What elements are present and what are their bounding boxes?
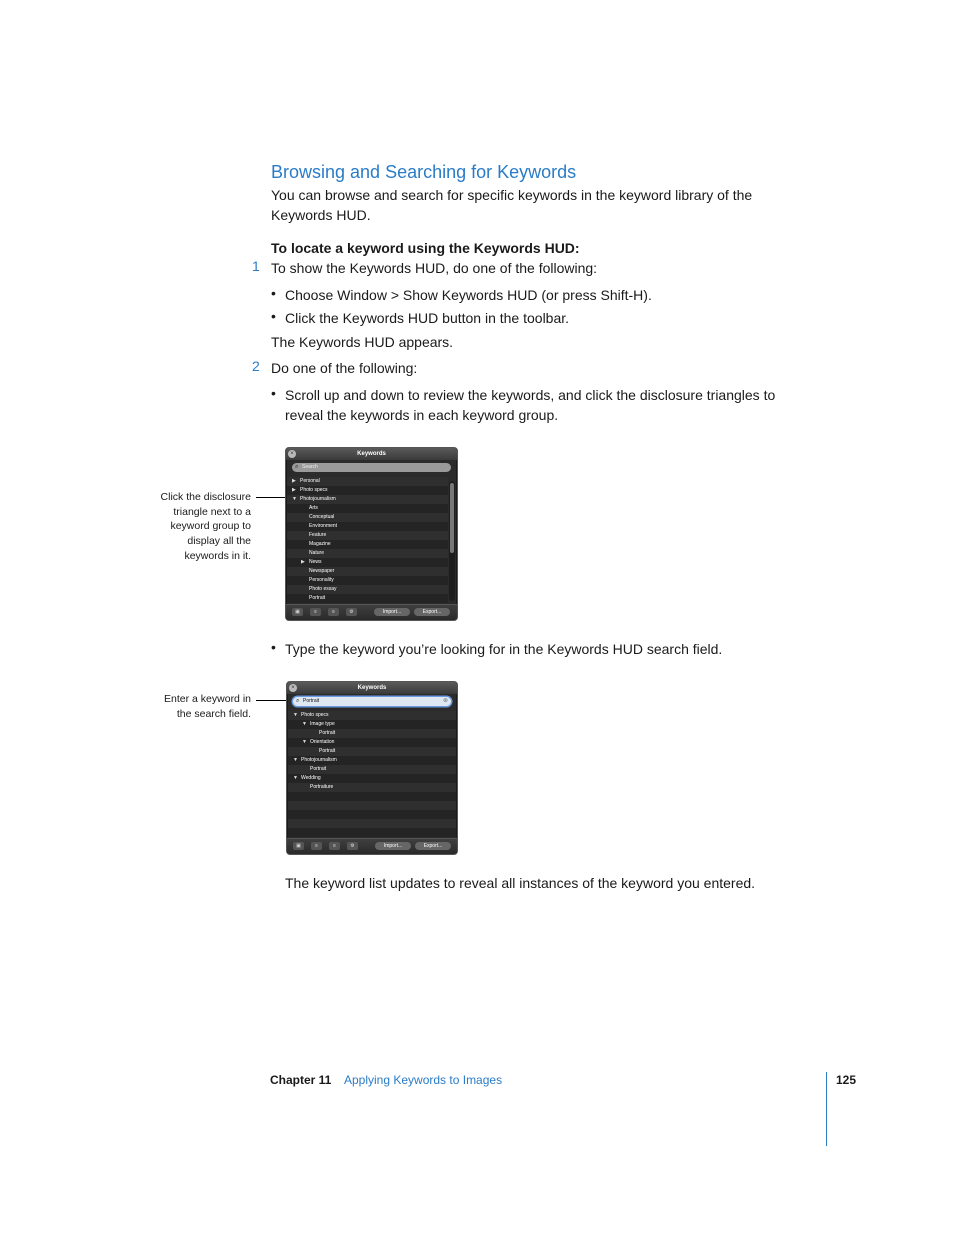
- gear-icon[interactable]: ⚙: [347, 842, 358, 850]
- keyword-label: Environment: [309, 523, 338, 529]
- figure-2-callout: Enter a keyword in the search field.: [164, 693, 251, 720]
- keyword-row[interactable]: [288, 828, 456, 837]
- keyword-row[interactable]: [287, 585, 448, 594]
- keyword-label: Feature: [309, 532, 327, 538]
- keyword-row[interactable]: [287, 558, 448, 567]
- step-2-bullet-2: Type the keyword you’re looking for in the Keywords HUD search field.: [285, 641, 723, 657]
- keyword-row[interactable]: [287, 531, 448, 540]
- keyword-label: Nature: [309, 550, 325, 556]
- search-value: Portrait: [303, 698, 320, 704]
- hud-title: Keywords: [286, 448, 457, 460]
- keyword-row[interactable]: [288, 747, 456, 756]
- keyword-label: Personal: [300, 478, 320, 484]
- disclosure-triangle-icon[interactable]: ▼: [293, 712, 298, 718]
- intro-line-2: Keywords HUD.: [271, 207, 371, 223]
- bullet-dot: •: [271, 639, 276, 655]
- keyword-row[interactable]: [287, 567, 448, 576]
- scrollbar-thumb[interactable]: [450, 483, 454, 553]
- closing-text: The keyword list updates to reveal all instances of the keyword you entered.: [285, 875, 756, 891]
- bullet-dot: •: [271, 385, 276, 401]
- disclosure-triangle-icon[interactable]: ▶: [301, 559, 305, 565]
- keyword-row[interactable]: [287, 522, 448, 531]
- keyword-label: News: [309, 559, 322, 565]
- keyword-row[interactable]: [287, 513, 448, 522]
- gear-icon[interactable]: ⚙: [346, 608, 357, 616]
- keyword-row[interactable]: [287, 576, 448, 585]
- keyword-row[interactable]: [288, 738, 456, 747]
- hud-footer: [286, 604, 457, 620]
- add-keyword-icon[interactable]: ≡: [310, 608, 321, 616]
- scrollbar[interactable]: [449, 481, 455, 601]
- disclosure-triangle-icon[interactable]: ▼: [292, 496, 297, 502]
- step-1-text: To show the Keywords HUD, do one of the following:: [271, 260, 598, 276]
- keyword-row[interactable]: [287, 594, 448, 603]
- hud-title: Keywords: [287, 682, 457, 694]
- keyword-label: Personality: [309, 577, 334, 583]
- step-1-result: The Keywords HUD appears.: [271, 334, 454, 350]
- disclosure-triangle-icon[interactable]: ▼: [302, 721, 307, 727]
- search-icon: ⌕: [295, 464, 299, 470]
- keyword-row[interactable]: [287, 495, 448, 504]
- keyword-row[interactable]: [287, 477, 448, 486]
- disclosure-triangle-icon[interactable]: ▶: [292, 478, 296, 484]
- task-heading: To locate a keyword using the Keywords HUD:: [271, 240, 580, 256]
- intro-line-1: You can browse and search for specific keywords in the keyword library of the: [271, 187, 753, 203]
- keyword-row[interactable]: [288, 765, 456, 774]
- keyword-row[interactable]: [287, 504, 448, 513]
- step-2-number: 2: [252, 358, 260, 374]
- keyword-row[interactable]: [288, 792, 456, 801]
- export-button[interactable]: Export...: [415, 842, 451, 850]
- keyword-row[interactable]: [287, 486, 448, 495]
- keyword-label: Portrait: [310, 766, 327, 772]
- page-number: 125: [836, 1073, 857, 1087]
- keyword-row[interactable]: [288, 774, 456, 783]
- step-1-bullet-1: Choose Window > Show Keywords HUD (or press Shift-H).: [285, 287, 652, 303]
- step-1-number: 1: [252, 258, 260, 274]
- footer-divider: [826, 1072, 827, 1146]
- lock-icon[interactable]: ▣: [293, 842, 304, 850]
- keyword-label: Portrait: [319, 730, 336, 736]
- keyword-label: Newspaper: [309, 568, 335, 574]
- keyword-row[interactable]: [288, 756, 456, 765]
- keyword-row[interactable]: [288, 783, 456, 792]
- step-2-text: Do one of the following:: [271, 360, 418, 376]
- search-field[interactable]: [293, 697, 451, 706]
- search-field[interactable]: [292, 463, 451, 472]
- search-icon: ⌕: [296, 698, 300, 704]
- bullet-dot: •: [271, 308, 276, 324]
- hud-footer: [287, 838, 457, 854]
- keyword-row[interactable]: [287, 549, 448, 558]
- step-2-bullet-1-line-1: Scroll up and down to review the keywords, and click the disclosure triangles to: [285, 387, 776, 403]
- keyword-row[interactable]: [288, 720, 456, 729]
- keyword-label: Portrait: [319, 748, 336, 754]
- keyword-label: Portraiture: [310, 784, 334, 790]
- keyword-label: Photo specs: [301, 712, 329, 718]
- keyword-row[interactable]: [288, 801, 456, 810]
- add-subkeyword-icon[interactable]: ≡: [329, 842, 340, 850]
- close-icon[interactable]: ×: [289, 684, 297, 692]
- keyword-label: Photojournalism: [300, 496, 336, 502]
- keywords-hud[interactable]: [285, 447, 458, 621]
- close-icon[interactable]: ×: [288, 450, 296, 458]
- keyword-label: Conceptual: [309, 514, 335, 520]
- keyword-row[interactable]: [288, 819, 456, 828]
- step-2-bullet-1-line-2: reveal the keywords in each keyword group.: [285, 407, 559, 423]
- keyword-row[interactable]: [288, 711, 456, 720]
- step-1-bullet-2: Click the Keywords HUD button in the toolbar.: [285, 310, 570, 326]
- keyword-label: Arts: [309, 505, 318, 511]
- disclosure-triangle-icon[interactable]: ▼: [293, 775, 298, 781]
- bullet-dot: •: [271, 285, 276, 301]
- keyword-label: Magazine: [309, 541, 331, 547]
- import-button[interactable]: Import...: [374, 608, 410, 616]
- keyword-row[interactable]: [288, 810, 456, 819]
- keyword-label: Orientation: [310, 739, 335, 745]
- keyword-label: Photo essay: [309, 586, 337, 592]
- lock-icon[interactable]: ▣: [292, 608, 303, 616]
- keyword-list[interactable]: [287, 477, 448, 603]
- keywords-hud[interactable]: [286, 681, 458, 855]
- footer-chapter-title[interactable]: Applying Keywords to Images: [344, 1073, 503, 1087]
- figure-1-callout: Click the disclosure triangle next to a keyword group to display all the keywords in it.: [160, 491, 251, 562]
- keyword-label: Portrait: [309, 595, 326, 601]
- keyword-label: Image type: [310, 721, 335, 727]
- disclosure-triangle-icon[interactable]: ▼: [293, 757, 298, 763]
- export-button[interactable]: Export...: [414, 608, 450, 616]
- search-placeholder: Search: [302, 464, 318, 470]
- add-keyword-icon[interactable]: ≡: [311, 842, 322, 850]
- keyword-row[interactable]: [288, 729, 456, 738]
- add-subkeyword-icon[interactable]: ≡: [328, 608, 339, 616]
- section-title: Browsing and Searching for Keywords: [271, 162, 577, 182]
- keyword-label: Photojournalism: [301, 757, 337, 763]
- import-button[interactable]: Import...: [375, 842, 411, 850]
- disclosure-triangle-icon[interactable]: ▼: [302, 739, 307, 745]
- keyword-row[interactable]: [287, 540, 448, 549]
- disclosure-triangle-icon[interactable]: ▶: [292, 487, 296, 493]
- footer-chapter: Chapter 11: [270, 1073, 332, 1087]
- clear-search-icon[interactable]: ⊗: [442, 698, 448, 704]
- keyword-label: Wedding: [301, 775, 321, 781]
- keyword-list[interactable]: [288, 711, 456, 837]
- keyword-label: Photo specs: [300, 487, 328, 493]
